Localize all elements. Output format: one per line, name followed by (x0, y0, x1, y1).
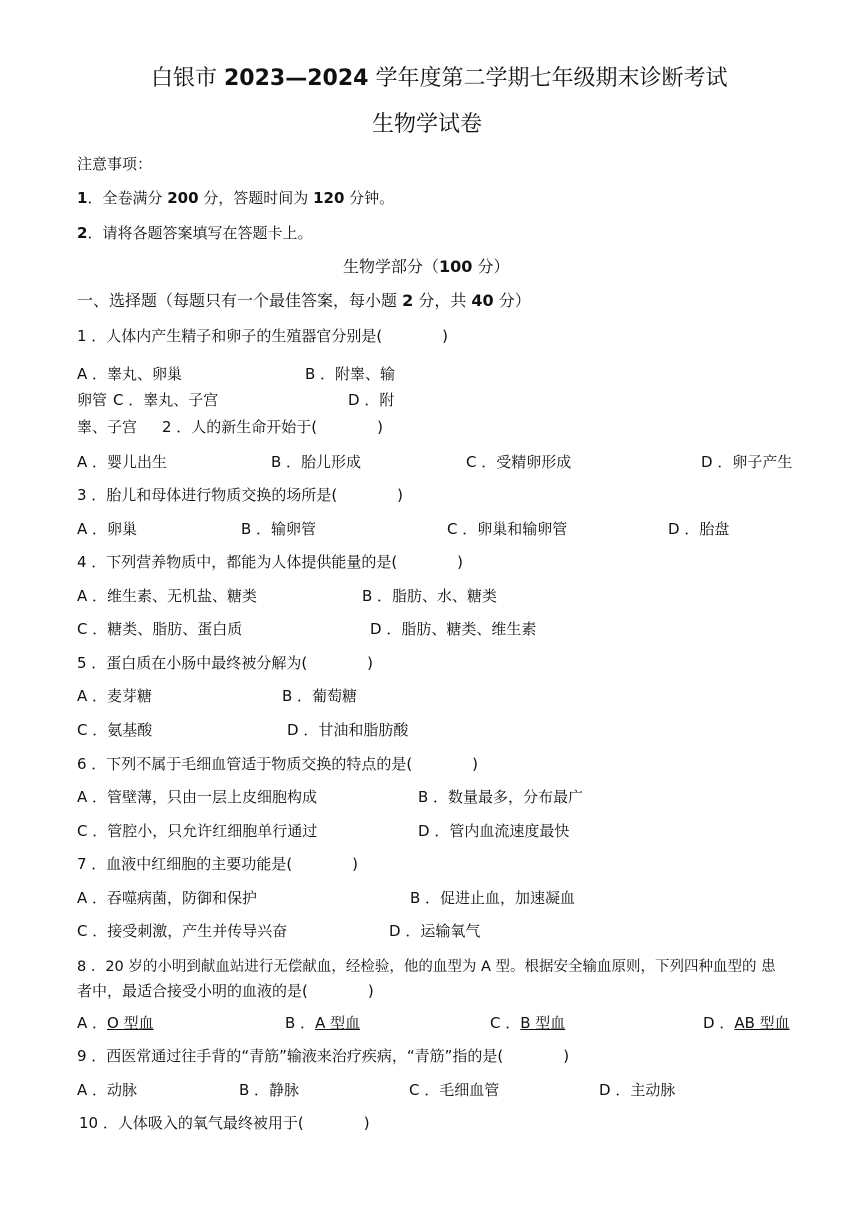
question-1: 1 ．人体内产生精子和卵子的生殖器官分别是( ) (77, 327, 449, 345)
question-4: 4 ．下列营养物质中，都能为人体提供能量的是( ) (77, 553, 464, 571)
q1-option-a: A ．睾丸、卵巢 (77, 365, 183, 383)
q3-option-d: D ．胎盘 (668, 520, 730, 538)
question-7: 7 ．血液中红细胞的主要功能是( ) (77, 855, 359, 873)
part-title: 生物学部分（100 分） (343, 257, 510, 276)
q7-option-d: D ．运输氧气 (389, 922, 481, 940)
q6-option-c: C ．管腔小，只允许红细胞单行通过 (77, 822, 318, 840)
q9-option-d: D ．主动脉 (599, 1081, 676, 1099)
q8-option-b: B ．A 型血 (285, 1014, 361, 1032)
q8-option-a: A ．O 型血 (77, 1014, 154, 1032)
note-2: 2．请将各题答案填写在答题卡上。 (77, 224, 313, 242)
note-1: 1．全卷满分 200 分，答题时间为 120 分钟。 (77, 189, 395, 207)
q7-option-a: A ．吞噬病菌，防御和保护 (77, 889, 258, 907)
q5-option-b: B ．葡萄糖 (282, 687, 358, 705)
q5-option-d: D ．甘油和脂肪酸 (287, 721, 409, 739)
exam-subtitle: 生物学试卷 (372, 112, 483, 137)
q9-option-a: A ．动脉 (77, 1081, 138, 1099)
q1-option-b: B ．附睾、输 (305, 365, 396, 383)
q4-option-c: C ．糖类、脂肪、蛋白质 (77, 620, 243, 638)
q6-option-a: A ．管壁薄，只由一层上皮细胞构成 (77, 788, 318, 806)
exam-title: 白银市 2023—2024 学年度第二学期七年级期末诊断考试 (151, 66, 728, 91)
q3-option-a: A ．卵巢 (77, 520, 138, 538)
q9-option-c: C ．毛细血管 (409, 1081, 500, 1099)
q1-option-d-cont: 睾、子宫 (77, 418, 138, 436)
q3-option-b: B ．输卵管 (241, 520, 317, 538)
q9-option-b: B ．静脉 (239, 1081, 300, 1099)
question-8-line-1: 8 ．20 岁的小明到献血站进行无偿献血，经检验，他的血型为 A 型。根据安全输血原则，下列四种血型的 患 (77, 959, 776, 975)
q6-option-b: B ．数量最多，分布最广 (418, 788, 584, 806)
q4-option-d: D ．脂肪、糖类、维生素 (370, 620, 537, 638)
q4-option-b: B ．脂肪、水、糖类 (362, 587, 498, 605)
q7-option-b: B ．促进止血，加速凝血 (410, 889, 576, 907)
q3-option-c: C ．卵巢和输卵管 (447, 520, 568, 538)
q5-option-a: A ．麦芽糖 (77, 687, 153, 705)
question-10: 10 ．人体吸入的氧气最终被用于( ) (79, 1114, 370, 1132)
q1-option-c: C ．睾丸、子宫 (113, 391, 219, 409)
question-5: 5 ．蛋白质在小肠中最终被分解为( ) (77, 654, 374, 672)
question-9: 9 ．西医常通过往手背的“青筋”输液来治疗疾病，“青筋”指的是( ) (77, 1047, 570, 1065)
q1-option-b-cont: 卵管 (77, 391, 108, 409)
section-heading: 一、选择题（每题只有一个最佳答案，每小题 2 分，共 40 分） (77, 291, 531, 310)
q2-option-c: C ．受精卵形成 (466, 453, 572, 471)
q6-option-d: D ．管内血流速度最快 (418, 822, 570, 840)
q1-option-d: D ．附 (348, 391, 395, 409)
q2-option-b: B ．胎儿形成 (271, 453, 362, 471)
question-8-line-2: 者中，最适合接受小明的血液的是( ) (77, 982, 374, 1000)
q8-option-d: D ．AB 型血 (703, 1014, 790, 1032)
q4-option-a: A ．维生素、无机盐、糖类 (77, 587, 258, 605)
q8-option-c: C ．B 型血 (490, 1014, 566, 1032)
q2-option-d: D ．卵子产生 (701, 453, 793, 471)
q5-option-c: C ．氨基酸 (77, 721, 153, 739)
question-6: 6 ．下列不属于毛细血管适于物质交换的特点的是( ) (77, 755, 479, 773)
question-2: 2 ．人的新生命开始于( ) (162, 418, 384, 436)
question-3: 3 ．胎儿和母体进行物质交换的场所是( ) (77, 486, 404, 504)
notes-heading: 注意事项： (77, 155, 153, 173)
q2-option-a: A ．婴儿出生 (77, 453, 168, 471)
q7-option-c: C ．接受刺激，产生并传导兴奋 (77, 922, 288, 940)
